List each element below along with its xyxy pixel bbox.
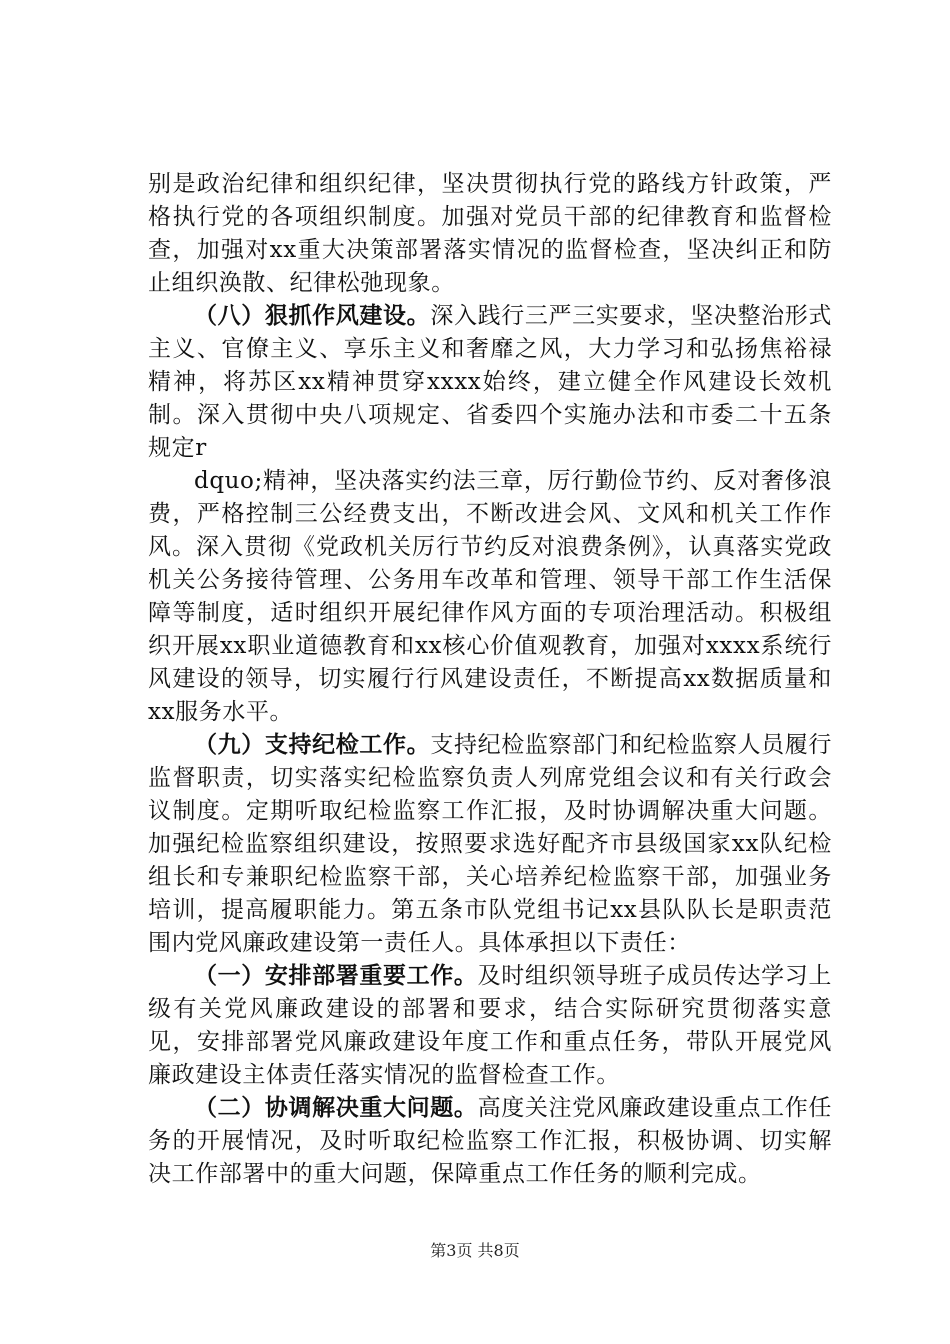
paragraph-6 (148, 1092, 832, 1191)
paragraph-2 (148, 300, 832, 465)
paragraph-5 (148, 960, 832, 1092)
section-heading-8: （八）狠抓作风建设。 (194, 303, 431, 329)
paragraph-3-text: dquo;精神，坚决落实约法三章，厉行勤俭节约、反对奢侈浪费，严格控制三公经费支出，不断改进会风、文风和机关工作作风。深入贯彻《党政机关厉行节约反对浪费条例》，认真落实党政机关公务接待管理、公务用车改革和管理、领导干部工作生活保障等制度，适时组织开展纪律作风方面的专项治理活动。积极组织开展xx职业道德教育和xx核心价值观教育，加强对xxxx系统行风建设的领导，切实履行行风建设责任，不断提高xx数据质量和xx服务水平。 (148, 468, 832, 725)
paragraph-3 (148, 465, 832, 729)
paragraph-2-text: 深入践行三严三实要求，坚决整治形式主义、官僚主义、享乐主义和奢靡之风，大力学习和弘扬焦裕禄精神，将苏区xx精神贯穿xxxx始终，建立健全作风建设长效机制。深入贯彻中央八项规定、省委四个实施办法和市委二十五条规定r (148, 303, 833, 461)
paragraph-4 (148, 729, 832, 960)
page-footer: 第3页 共8页 (430, 1241, 520, 1260)
paragraph-1-text: 别是政治纪律和组织纪律，坚决贯彻执行党的路线方针政策，严格执行党的各项组织制度。加强对党员干部的纪律教育和监督检查，加强对xx重大决策部署落实情况的监督检查，坚决纠正和防止组织涣散、纪律松弛现象。 (148, 171, 832, 296)
paragraph-6-text: 高度关注党风廉政建设重点工作任务的开展情况，及时听取纪检监察工作汇报，积极协调、切实解决工作部署中的重大问题，保障重点工作任务的顺利完成。 (148, 1095, 833, 1187)
document-body (148, 168, 832, 1191)
section-heading-2: （二）协调解决重大问题。 (194, 1095, 478, 1121)
paragraph-4-text: 支持纪检监察部门和纪检监察人员履行监督职责，切实落实纪检监察负责人列席党组会议和有关行政会议制度。定期听取纪检监察工作汇报，及时协调解决重大问题。加强纪检监察组织建设，按照要求选好配齐市县级国家xx队纪检组长和专兼职纪检监察干部，关心培养纪检监察干部，加强业务培训，提高履职能力。第五条市队党组书记xx县队队长是职责范围内党风廉政建设第一责任人。具体承担以下责任： (148, 732, 833, 956)
section-heading-1: （一）安排部署重要工作。 (194, 963, 478, 989)
paragraph-1 (148, 168, 832, 300)
section-heading-9: （九）支持纪检工作。 (194, 732, 431, 758)
paragraph-5-text: 及时组织领导班子成员传达学习上级有关党风廉政建设的部署和要求，结合实际研究贯彻落实意见，安排部署党风廉政建设年度工作和重点任务，带队开展党风廉政建设主体责任落实情况的监督检查工作。 (148, 963, 833, 1088)
